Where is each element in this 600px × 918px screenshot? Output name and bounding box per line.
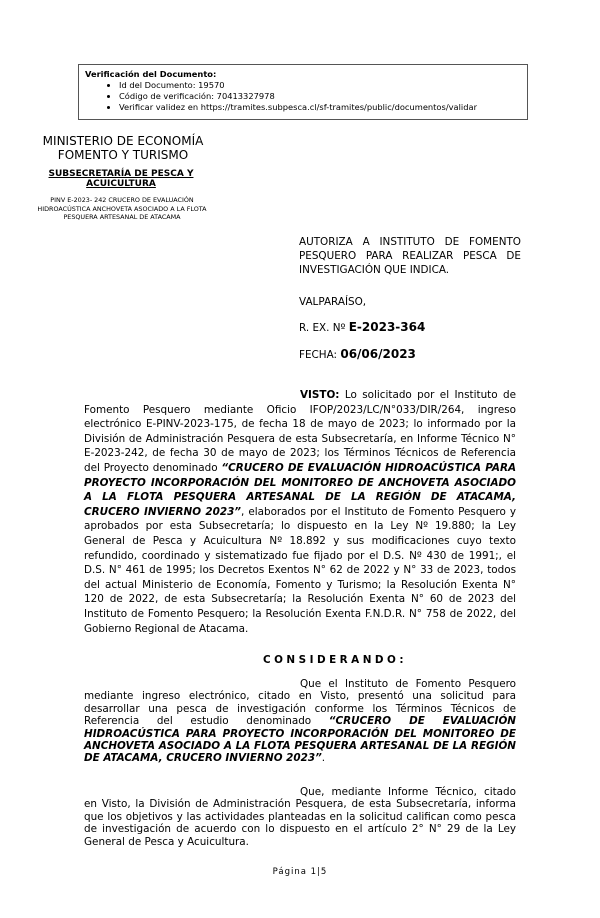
resolution-subject: AUTORIZA A INSTITUTO DE FOMENTO PESQUERO PARA REALIZAR PESCA DE INVESTIGACIÓN QUE INDICA. (299, 236, 521, 276)
resolution-date (299, 347, 416, 361)
considerando-paragraph-2: Que, mediante Informe Técnico, citado en Visto, la División de Administración Pesquera, de esta Subsecretaría, informa que los objetivos y las actividades planteadas en la solicitud califican como pesca de investigación de acuerdo con lo dispuesto en el artículo 2° N° 29 de la Ley General de Pesca y Acuicultura. (84, 786, 516, 848)
pinv-reference: PINV E-2023- 242 CRUCERO DE EVALUACIÓN HIDROACÚSTICA ANCHOVETA ASOCIADO A LA FLOTA PESQUERA ARTESANAL DE ATACAMA (37, 196, 207, 221)
visto-paragraph (84, 388, 516, 636)
para1-project-title: “CRUCERO DE EVALUACIÓN HIDROACÚSTICA PARA PROYECTO INCORPORACIÓN DEL MONITOREO DE ANCHOVETA ASOCIADO A LA FLOTA PESQUERA ARTESANAL DE LA REGIÓN DE ATACAMA, CRUCERO INVIERNO 2023” (84, 715, 516, 765)
place: VALPARAÍSO, (299, 296, 367, 308)
rex-value: E-2023-364 (348, 320, 426, 334)
rex-label: R. EX. Nº (299, 322, 349, 334)
ministry-line-1: MINISTERIO DE ECONOMÍA (42, 134, 204, 148)
para1-text-2: . (321, 752, 326, 765)
considerando-paragraph-1 (84, 678, 516, 765)
verification-title: Verificación del Documento: (85, 69, 217, 79)
visto-label: VISTO: (300, 389, 340, 401)
fecha-value: 06/06/2023 (340, 347, 416, 361)
subsecretaria-name: SUBSECRETARÍA DE PESCA Y ACUICULTURA (48, 169, 194, 189)
para1-text-1: Que el Instituto de Fomento Pesquero mediante ingreso electrónico, citado en Visto, presentó una solicitud para desarrollar una pesca de investigación conforme los Términos Técnicos de Referencia del estudio denominado (84, 678, 516, 728)
ministry-line-2: FOMENTO Y TURISMO (57, 148, 189, 162)
visto-text-1: Lo solicitado por el Instituto de Fomento Pesquero mediante Oficio IFOP/2023/LC/N°033/DIR/264, ingreso electrónico E-PINV-2023-175, de fecha 18 de mayo de 2023; lo informado por la División de Administración Pesquera de esta Subsecretaría, en Informe Técnico N° E-2023-242, de fecha 30 de mayo de 2023; los Términos Técnicos de Referencia del Proyecto denominado (84, 389, 516, 474)
visto-project-title: “CRUCERO DE EVALUACIÓN HIDROACÚSTICA PARA PROYECTO INCORPORACIÓN DEL MONITOREO DE ANCHOVETA ASOCIADO A LA FLOTA PESQUERA ARTESANAL DE LA REGIÓN DE ATACAMA, CRUCERO INVIERNO 2023” (84, 461, 516, 518)
page-number: Página 1|5 (272, 867, 328, 877)
fecha-label: FECHA: (299, 349, 341, 361)
verification-list (85, 80, 521, 113)
verification-id: • Id del Documento: 19570 (119, 80, 521, 91)
verification-url[interactable]: • Verificar validez en https://tramites.subpesca.cl/sf-tramites/public/documentos/validar (119, 102, 521, 113)
considerando-heading: CONSIDERANDO: (262, 654, 408, 666)
ministry-name (28, 134, 218, 162)
verification-box (78, 64, 528, 120)
resolution-number (299, 320, 425, 334)
verification-code: • Código de verificación: 70413327978 (119, 91, 521, 102)
visto-text-2: , elaborados por el Instituto de Fomento Pesquero y aprobados por esta Subsecretaría; lo dispuesto en la Ley Nº 19.880; la Ley General de Pesca y Acuicultura Nº 18.892 y sus modificaciones cuyo texto refundido, coordinado y sistematizado fue fijado por el D.S. Nº 430 de 1991;, el D.S. N° 461 de 1995; los Decretos Exentos N° 62 de 2022 y N° 33 de 2023, todos del actual Ministerio de Economía, Fomento y Turismo; la Resolución Exenta N° 120 de 2022, de esta Subsecretaría; la Resolución Exenta N° 60 de 2023 del Instituto de Fomento Pesquero; la Resolución Exenta F.N.D.R. N° 758 de 2022, del Gobierno Regional de Atacama. (84, 505, 516, 635)
